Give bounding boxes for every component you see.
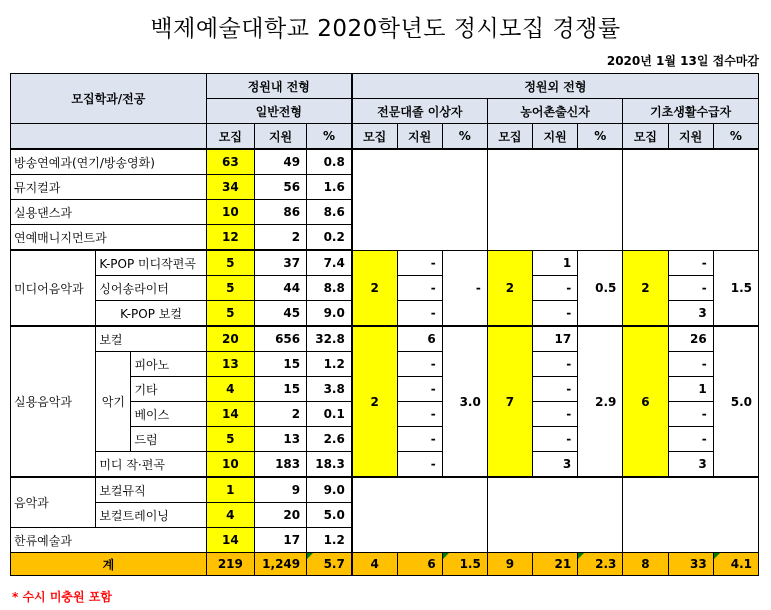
major-name: 싱어송라이터 [96, 276, 206, 301]
pct-value: 0.8 [307, 149, 352, 175]
dept-name: 실용음악과 [11, 326, 96, 477]
major-name: 피아노 [131, 352, 206, 377]
dept-name: 뮤지컬과 [11, 175, 207, 200]
pct-value: 3.8 [307, 377, 352, 402]
dept-name: 음악과 [11, 477, 96, 528]
rural-applied: 1 [533, 250, 578, 276]
total-basic-applied: 33 [668, 553, 713, 576]
major-name: 미디 작·편곡 [96, 452, 206, 478]
total-pct: 5.7 [307, 553, 352, 576]
pct-value: 1.2 [307, 352, 352, 377]
total-applied: 1,249 [254, 553, 306, 576]
quota-value: 63 [206, 149, 254, 175]
rural-header: 농어촌출신자 [487, 99, 623, 124]
table-row [11, 326, 759, 352]
empty-block [623, 149, 759, 250]
applied-value: 15 [254, 352, 306, 377]
quota-value: 10 [206, 452, 254, 478]
major-name: 보컬트레이닝 [96, 503, 206, 528]
applied-value: 45 [254, 301, 306, 327]
major-name: 드럼 [131, 427, 206, 452]
total-rural-quota: 9 [487, 553, 532, 576]
applied-value: 2 [254, 402, 306, 427]
applied-value: 17 [254, 528, 306, 553]
rural-pct: 2.9 [578, 326, 623, 477]
major-name: 보컬 [96, 326, 206, 352]
rural-applied: 17 [533, 326, 578, 352]
pct-value: 7.4 [307, 250, 352, 276]
basic-applied: - [668, 276, 713, 301]
rural-applied: - [533, 377, 578, 402]
pct-value: 32.8 [307, 326, 352, 352]
quota-value: 34 [206, 175, 254, 200]
rural-quota: 7 [487, 326, 532, 477]
total-label: 계 [11, 553, 207, 576]
applied-header: 지원 [668, 124, 713, 150]
quota-value: 4 [206, 377, 254, 402]
pct-value: 9.0 [307, 477, 352, 503]
rural-applied: - [533, 276, 578, 301]
vocational-quota: 2 [352, 326, 397, 477]
quota-value: 4 [206, 503, 254, 528]
quota-value: 13 [206, 352, 254, 377]
table-row [11, 477, 759, 503]
table-row [11, 250, 759, 276]
pct-header: % [307, 124, 352, 150]
vocational-applied: 6 [397, 326, 442, 352]
pct-value: 9.0 [307, 301, 352, 327]
rural-applied: 3 [533, 452, 578, 478]
general-header: 일반전형 [206, 99, 352, 124]
vocational-header: 전문대졸 이상자 [352, 99, 488, 124]
basic-applied: 26 [668, 326, 713, 352]
vocational-applied: - [397, 402, 442, 427]
inner-header: 정원내 전형 [206, 74, 352, 99]
footnote: * 수시 미충원 포함 [12, 590, 112, 604]
quota-value: 5 [206, 250, 254, 276]
pct-value: 0.1 [307, 402, 352, 427]
applied-value: 86 [254, 200, 306, 225]
vocational-applied: - [397, 301, 442, 327]
dept-name: 실용댄스과 [11, 200, 207, 225]
basic-applied: - [668, 427, 713, 452]
major-name: 베이스 [131, 402, 206, 427]
major-name: K-POP 미디작편곡 [96, 250, 206, 276]
applied-value: 15 [254, 377, 306, 402]
applied-header: 지원 [254, 124, 306, 150]
total-basic-pct: 4.1 [713, 553, 758, 576]
quota-value: 5 [206, 427, 254, 452]
applied-value: 49 [254, 149, 306, 175]
total-row [11, 553, 759, 576]
basic-applied: 3 [668, 301, 713, 327]
basic-quota: 6 [623, 326, 668, 477]
dept-header-blank [11, 124, 207, 150]
major-name: 기타 [131, 377, 206, 402]
quota-header: 모집 [206, 124, 254, 150]
pct-value: 8.8 [307, 276, 352, 301]
basic-quota: 2 [623, 250, 668, 326]
quota-header: 모집 [623, 124, 668, 150]
total-vocational-quota: 4 [352, 553, 397, 576]
quota-header: 모집 [487, 124, 532, 150]
basic-applied: 1 [668, 377, 713, 402]
competition-table [10, 73, 759, 576]
pct-value: 8.6 [307, 200, 352, 225]
vocational-pct: 3.0 [442, 326, 487, 477]
vocational-pct: - [442, 250, 487, 326]
header-row-1 [11, 74, 759, 99]
basic-pct: 1.5 [713, 250, 758, 326]
empty-block [623, 477, 759, 553]
outer-header: 정원외 전형 [352, 74, 759, 99]
quota-value: 5 [206, 301, 254, 327]
rural-applied: - [533, 301, 578, 327]
vocational-applied: - [397, 250, 442, 276]
basic-applied: 3 [668, 452, 713, 478]
rural-pct: 0.5 [578, 250, 623, 326]
vocational-applied: - [397, 276, 442, 301]
pct-value: 18.3 [307, 452, 352, 478]
table-row [11, 149, 759, 175]
page-title: 백제예술대학교 2020학년도 정시모집 경쟁률 [150, 16, 621, 42]
applied-value: 2 [254, 225, 306, 251]
pct-value: 1.2 [307, 528, 352, 553]
vocational-applied: - [397, 427, 442, 452]
applied-value: 20 [254, 503, 306, 528]
dept-header: 모집학과/전공 [11, 74, 207, 124]
dept-name: 한류예술과 [11, 528, 207, 553]
applied-value: 9 [254, 477, 306, 503]
dept-name: 방송연예과(연기/방송영화) [11, 149, 207, 175]
applied-value: 37 [254, 250, 306, 276]
pct-value: 1.6 [307, 175, 352, 200]
quota-value: 20 [206, 326, 254, 352]
vocational-applied: - [397, 377, 442, 402]
empty-block [487, 477, 623, 553]
dept-name: 미디어음악과 [11, 250, 96, 326]
pct-header: % [442, 124, 487, 150]
quota-header: 모집 [352, 124, 397, 150]
major-name: K-POP 보컬 [96, 301, 206, 327]
basic-applied: - [668, 402, 713, 427]
applied-header: 지원 [533, 124, 578, 150]
pct-value: 5.0 [307, 503, 352, 528]
rural-applied: - [533, 402, 578, 427]
quota-value: 14 [206, 528, 254, 553]
applied-value: 656 [254, 326, 306, 352]
instrument-group: 악기 [96, 352, 131, 452]
vocational-applied: - [397, 452, 442, 478]
quota-value: 10 [206, 200, 254, 225]
total-basic-quota: 8 [623, 553, 668, 576]
total-quota: 219 [206, 553, 254, 576]
header-row-3 [11, 124, 759, 150]
applied-value: 56 [254, 175, 306, 200]
vocational-applied: - [397, 352, 442, 377]
dept-name: 연예매니지먼트과 [11, 225, 207, 251]
applied-header: 지원 [397, 124, 442, 150]
vocational-quota: 2 [352, 250, 397, 326]
rural-applied: - [533, 352, 578, 377]
pct-header: % [713, 124, 758, 150]
total-rural-applied: 21 [533, 553, 578, 576]
major-name: 보컬뮤직 [96, 477, 206, 503]
pct-header: % [578, 124, 623, 150]
quota-value: 12 [206, 225, 254, 251]
quota-value: 1 [206, 477, 254, 503]
rural-quota: 2 [487, 250, 532, 326]
basic-applied: - [668, 250, 713, 276]
total-vocational-applied: 6 [397, 553, 442, 576]
empty-block [487, 149, 623, 250]
applied-value: 13 [254, 427, 306, 452]
rural-applied: - [533, 427, 578, 452]
total-vocational-pct: 1.5 [442, 553, 487, 576]
deadline-date: 2020년 1월 13일 접수마감 [606, 54, 759, 68]
pct-value: 2.6 [307, 427, 352, 452]
pct-value: 0.2 [307, 225, 352, 251]
empty-block [352, 477, 488, 553]
total-rural-pct: 2.3 [578, 553, 623, 576]
applied-value: 44 [254, 276, 306, 301]
quota-value: 14 [206, 402, 254, 427]
empty-block [352, 149, 488, 250]
quota-value: 5 [206, 276, 254, 301]
basic-applied: - [668, 352, 713, 377]
basic-header: 기초생활수급자 [623, 99, 759, 124]
applied-value: 183 [254, 452, 306, 478]
basic-pct: 5.0 [713, 326, 758, 477]
